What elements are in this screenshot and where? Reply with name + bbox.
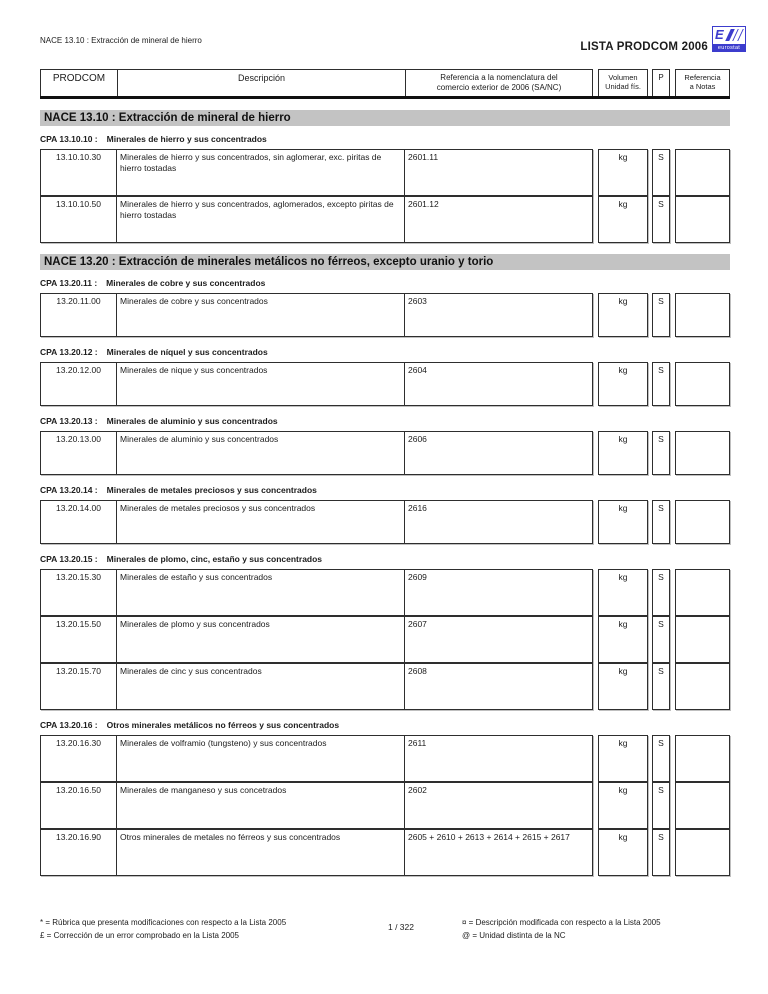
prodcom-code-cell: 13.20.16.50 — [41, 783, 117, 828]
page-title: LISTA PRODCOM 2006 — [580, 41, 708, 53]
referencia-cell: 2604 — [408, 365, 427, 375]
descripcion-cell: Otros minerales de metales no férreos y sus concentrados — [117, 830, 405, 875]
footer-legend-right — [462, 916, 661, 942]
referencia-cell: 2601.12 — [408, 199, 439, 209]
descripcion-cell: Minerales de hierro y sus concentrados, sin aglomerar, exc. piritas de hierro tostadas — [117, 150, 405, 195]
descripcion-cell: Minerales de volframio (tungsteno) y sus concentrados — [117, 736, 405, 781]
row-main-box — [40, 362, 593, 406]
prodcom-code-cell: 13.10.10.50 — [41, 197, 117, 242]
col-header-notas-line1: Referencia — [684, 73, 721, 82]
notas-cell — [675, 616, 730, 663]
col-header-p: P — [652, 69, 670, 97]
row-main-box — [40, 735, 593, 782]
referencia-cell: 2609 — [408, 572, 427, 582]
col-header-notas — [675, 69, 730, 97]
row-main-box — [40, 149, 593, 196]
cpa-code-label: CPA 13.20.13 : — [40, 416, 98, 426]
descripcion-cell: Minerales de estaño y sus concentrados — [117, 570, 405, 615]
cpa-code-label: CPA 13.20.12 : — [40, 347, 98, 357]
cpa-group — [40, 135, 730, 243]
col-header-volumen — [598, 69, 648, 97]
prodcom-code-cell: 13.20.15.70 — [41, 664, 117, 709]
volumen-cell: kg — [598, 616, 648, 663]
col-header-descripcion: Descripción — [118, 70, 406, 96]
product-table — [40, 735, 730, 876]
col-header-referencia — [406, 70, 592, 96]
descripcion-cell: Minerales de aluminio y sus concentrados — [117, 432, 405, 474]
cpa-code-label: CPA 13.10.10 : — [40, 134, 98, 144]
p-cell: S — [652, 829, 670, 876]
product-table — [40, 431, 730, 475]
col-header-volumen-line2: Unidad fís. — [605, 82, 641, 91]
cpa-group — [40, 486, 730, 544]
prodcom-code-cell: 13.20.11.00 — [41, 294, 117, 336]
volumen-cell: kg — [598, 362, 648, 406]
table-row — [40, 616, 730, 663]
descripcion-cell: Minerales de hierro y sus concentrados, aglomerados, excepto piritas de hierro tostadas — [117, 197, 405, 242]
eurostat-logo-text: eurostat — [712, 45, 746, 52]
cpa-title: Minerales de níquel y sus concentrados — [106, 347, 268, 357]
p-cell: S — [652, 149, 670, 196]
eurostat-logo-letter: E — [715, 27, 724, 42]
row-main-box — [40, 782, 593, 829]
footer-note: * = Rúbrica que presenta modificaciones con respecto a la Lista 2005 — [40, 918, 287, 927]
cpa-groups — [40, 135, 730, 243]
product-table — [40, 362, 730, 406]
p-cell: S — [652, 293, 670, 337]
prodcom-code-cell: 13.20.15.50 — [41, 617, 117, 662]
eurostat-logo-mark — [712, 26, 746, 45]
p-cell: S — [652, 362, 670, 406]
product-table — [40, 149, 730, 243]
volumen-cell: kg — [598, 196, 648, 243]
notas-cell — [675, 782, 730, 829]
table-row — [40, 431, 730, 475]
referencia-cell: 2605 + 2610 + 2613 + 2614 + 2615 + 2617 — [408, 832, 570, 842]
col-header-prodcom: PRODCOM — [41, 70, 118, 96]
page-content — [40, 99, 730, 876]
page-number: 1 / 322 — [388, 922, 414, 932]
volumen-cell: kg — [598, 569, 648, 616]
descripcion-cell: Minerales de metales preciosos y sus concentrados — [117, 501, 405, 543]
prodcom-code-cell: 13.20.12.00 — [41, 363, 117, 405]
volumen-cell: kg — [598, 293, 648, 337]
table-row — [40, 569, 730, 616]
table-row — [40, 293, 730, 337]
col-header-referencia-line2: comercio exterior de 2006 (SA/NC) — [436, 82, 562, 92]
row-main-box — [40, 196, 593, 243]
cpa-title: Minerales de hierro y sus concentrados — [106, 134, 267, 144]
cpa-heading — [40, 721, 730, 730]
referencia-cell: 2606 — [408, 434, 427, 444]
cpa-title: Minerales de plomo, cinc, estaño y sus concentrados — [106, 554, 323, 564]
prodcom-code-cell: 13.20.16.90 — [41, 830, 117, 875]
row-main-box — [40, 829, 593, 876]
volumen-cell: kg — [598, 663, 648, 710]
p-cell: S — [652, 735, 670, 782]
cpa-heading — [40, 555, 730, 564]
col-header-referencia-line1: Referencia a la nomenclatura del — [440, 73, 558, 82]
row-main-box — [40, 500, 593, 544]
product-table — [40, 293, 730, 337]
volumen-cell: kg — [598, 782, 648, 829]
row-main-box — [40, 616, 593, 663]
cpa-group — [40, 417, 730, 475]
cpa-code-label: CPA 13.20.15 : — [40, 554, 98, 564]
cpa-code-label: CPA 13.20.16 : — [40, 720, 98, 730]
cpa-title: Otros minerales metálicos no férreos y sus concentrados — [106, 720, 340, 730]
nace-section — [40, 110, 730, 243]
footer-note: @ = Unidad distinta de la NC — [462, 931, 566, 940]
volumen-cell: kg — [598, 431, 648, 475]
prodcom-code-cell: 13.20.13.00 — [41, 432, 117, 474]
row-main-box — [40, 293, 593, 337]
table-row — [40, 500, 730, 544]
cpa-code-label: CPA 13.20.11 : — [40, 278, 98, 288]
p-cell: S — [652, 782, 670, 829]
cpa-title: Minerales de metales preciosos y sus concentrados — [106, 485, 317, 495]
table-row — [40, 149, 730, 196]
prodcom-code-cell: 13.20.15.30 — [41, 570, 117, 615]
table-row — [40, 196, 730, 243]
cpa-heading — [40, 348, 730, 357]
referencia-cell: 2616 — [408, 503, 427, 513]
cpa-title: Minerales de cobre y sus concentrados — [106, 278, 266, 288]
p-cell: S — [652, 569, 670, 616]
nace-section-bar: NACE 13.10 : Extracción de mineral de hierro — [40, 110, 730, 126]
notas-cell — [675, 500, 730, 544]
p-cell: S — [652, 616, 670, 663]
referencia-cell: 2601.11 — [408, 152, 439, 162]
prodcom-code-cell: 13.20.16.30 — [41, 736, 117, 781]
p-cell: S — [652, 196, 670, 243]
cpa-code-label: CPA 13.20.14 : — [40, 485, 98, 495]
referencia-cell: 2607 — [408, 619, 427, 629]
nace-section — [40, 254, 730, 876]
descripcion-cell: Minerales de cobre y sus concentrados — [117, 294, 405, 336]
referencia-cell: 2602 — [408, 785, 427, 795]
volumen-cell: kg — [598, 149, 648, 196]
notas-cell — [675, 149, 730, 196]
referencia-cell: 2603 — [408, 296, 427, 306]
prodcom-code-cell: 13.20.14.00 — [41, 501, 117, 543]
row-main-box — [40, 663, 593, 710]
notas-cell — [675, 569, 730, 616]
cpa-group — [40, 721, 730, 876]
table-column-header — [40, 69, 730, 97]
notas-cell — [675, 735, 730, 782]
notas-cell — [675, 362, 730, 406]
descripcion-cell: Minerales de manganeso y sus concetrados — [117, 783, 405, 828]
volumen-cell: kg — [598, 735, 648, 782]
referencia-cell: 2608 — [408, 666, 427, 676]
volumen-cell: kg — [598, 829, 648, 876]
running-header: NACE 13.10 : Extracción de mineral de hierro — [40, 36, 202, 45]
footer-legend-left — [40, 916, 286, 942]
notas-cell — [675, 293, 730, 337]
notas-cell — [675, 829, 730, 876]
cpa-groups — [40, 279, 730, 876]
notas-cell — [675, 431, 730, 475]
prodcom-code-cell: 13.10.10.30 — [41, 150, 117, 195]
p-cell: S — [652, 663, 670, 710]
cpa-group — [40, 279, 730, 337]
notas-cell — [675, 663, 730, 710]
table-row — [40, 829, 730, 876]
p-cell: S — [652, 431, 670, 475]
footer-note: £ = Corrección de un error comprobado en la Lista 2005 — [40, 931, 240, 940]
row-main-box — [40, 431, 593, 475]
table-row — [40, 735, 730, 782]
notas-cell — [675, 196, 730, 243]
footer-note: ¤ = Descripción modificada con respecto a la Lista 2005 — [462, 918, 661, 927]
cpa-heading — [40, 486, 730, 495]
main-header-box — [40, 69, 593, 97]
descripcion-cell: Minerales de nique y sus concentrados — [117, 363, 405, 405]
descripcion-cell: Minerales de cinc y sus concentrados — [117, 664, 405, 709]
cpa-group — [40, 555, 730, 710]
col-header-volumen-line1: Volumen — [608, 73, 638, 82]
table-row — [40, 782, 730, 829]
volumen-cell: kg — [598, 500, 648, 544]
p-cell: S — [652, 500, 670, 544]
referencia-cell: 2611 — [408, 738, 427, 748]
cpa-heading — [40, 135, 730, 144]
descripcion-cell: Minerales de plomo y sus concentrados — [117, 617, 405, 662]
cpa-title: Minerales de aluminio y sus concentrados — [106, 416, 278, 426]
product-table — [40, 500, 730, 544]
row-main-box — [40, 569, 593, 616]
eurostat-logo — [712, 26, 746, 52]
col-header-notas-line2: a Notas — [689, 82, 716, 91]
cpa-heading — [40, 279, 730, 288]
nace-section-bar: NACE 13.20 : Extracción de minerales metálicos no férreos, excepto uranio y torio — [40, 254, 730, 270]
cpa-group — [40, 348, 730, 406]
product-table — [40, 569, 730, 710]
table-row — [40, 663, 730, 710]
table-row — [40, 362, 730, 406]
cpa-heading — [40, 417, 730, 426]
